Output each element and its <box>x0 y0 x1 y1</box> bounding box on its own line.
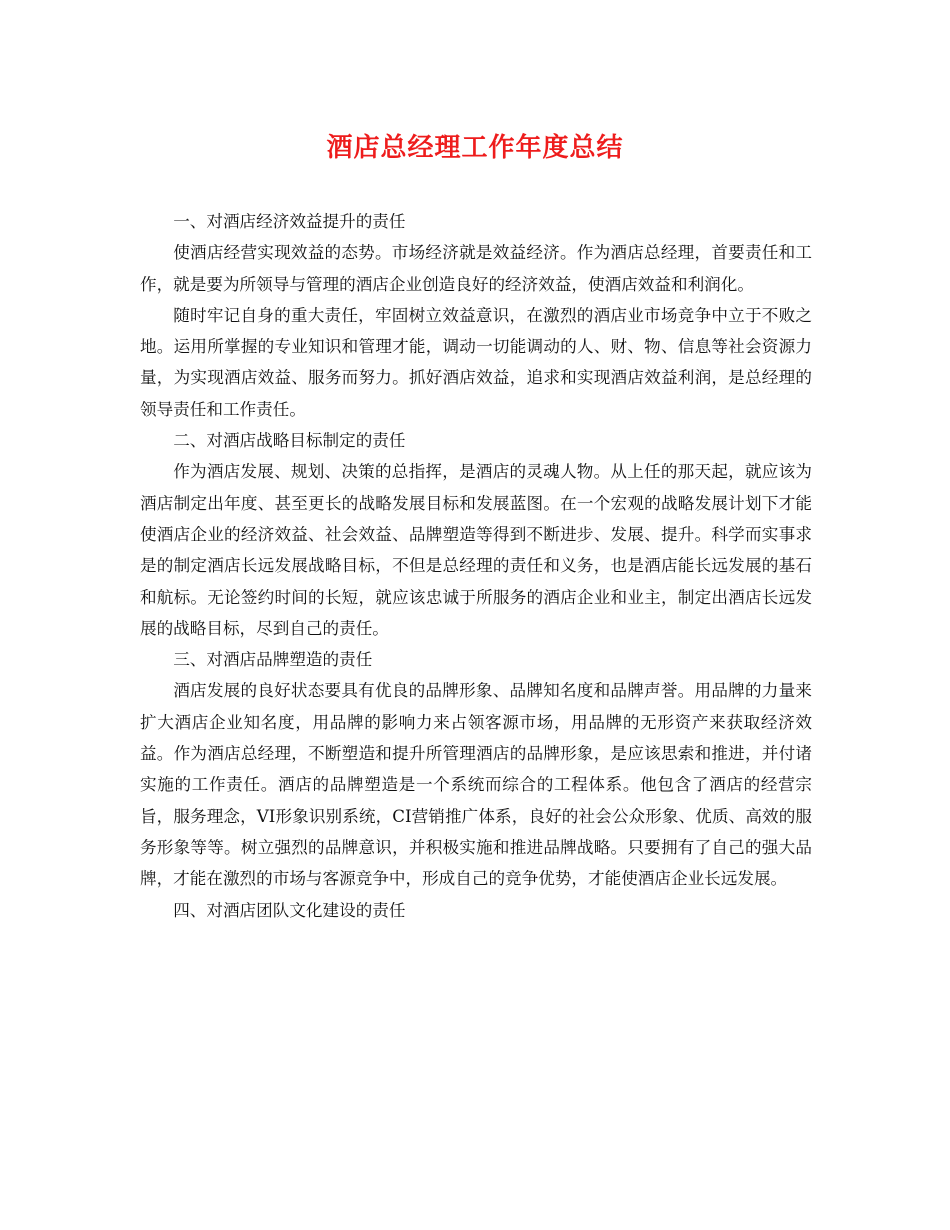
paragraph: 使酒店经营实现效益的态势。市场经济就是效益经济。作为酒店总经理，首要责任和工作，就是要为所领导与管理的酒店企业创造良好的经济效益，使酒店效益和利润化。 <box>140 243 812 294</box>
document-body <box>140 206 812 926</box>
paragraph: 作为酒店发展、规划、决策的总指挥，是酒店的灵魂人物。从上任的那天起，就应该为酒店制定出年度、甚至更长的战略发展目标和发展蓝图。在一个宏观的战略发展计划下才能使酒店企业的经济效益、社会效益、品牌塑造等得到不断进步、发展、提升。科学而实事求是的制定酒店长远发展战略目标，不但是总经理的责任和义务，也是酒店能长远发展的基石和航标。无论签约时间的长短，就应该忠诚于所服务的酒店企业和业主，制定出酒店长远发展的战略目标，尽到自己的责任。 <box>140 462 812 638</box>
paragraph: 随时牢记自身的重大责任，牢固树立效益意识，在激烈的酒店业市场竞争中立于不败之地。运用所掌握的专业知识和管理才能，调动一切能调动的人、财、物、信息等社会资源力量，为实现酒店效益、服务而努力。抓好酒店效益，追求和实现酒店效益利润，是总经理的领导责任和工作责任。 <box>140 305 812 419</box>
document-title: 酒店总经理工作年度总结 <box>326 133 624 163</box>
section-heading-1: 一、对酒店经济效益提升的责任 <box>173 212 406 231</box>
section-heading-2: 二、对酒店战略目标制定的责任 <box>173 431 406 451</box>
section-heading-4: 四、对酒店团队文化建设的责任 <box>173 900 406 920</box>
paragraph: 酒店发展的良好状态要具有优良的品牌形象、品牌知名度和品牌声誉。用品牌的力量来扩大酒店企业知名度，用品牌的影响力来占领客源市场，用品牌的无形资产来获取经济效益。作为酒店总经理，不断塑造和提升所管理酒店的品牌形象，是应该思索和推进，并付诸实施的工作责任。酒店的品牌塑造是一个系统而综合的工程体系。他包含了酒店的经营宗旨，服务理念，VI形象识别系统，CI营销推广体系，良好的社会公众形象、优质、高效的服务形象等等。树立强烈的品牌意识，并积极实施和推进品牌战略。只要拥有了自己的强大品牌，才能在激烈的市场与客源竞争中，形成自己的竞争优势，才能使酒店企业长远发展。 <box>140 681 812 889</box>
section-heading-3: 三、对酒店品牌塑造的责任 <box>173 650 373 670</box>
